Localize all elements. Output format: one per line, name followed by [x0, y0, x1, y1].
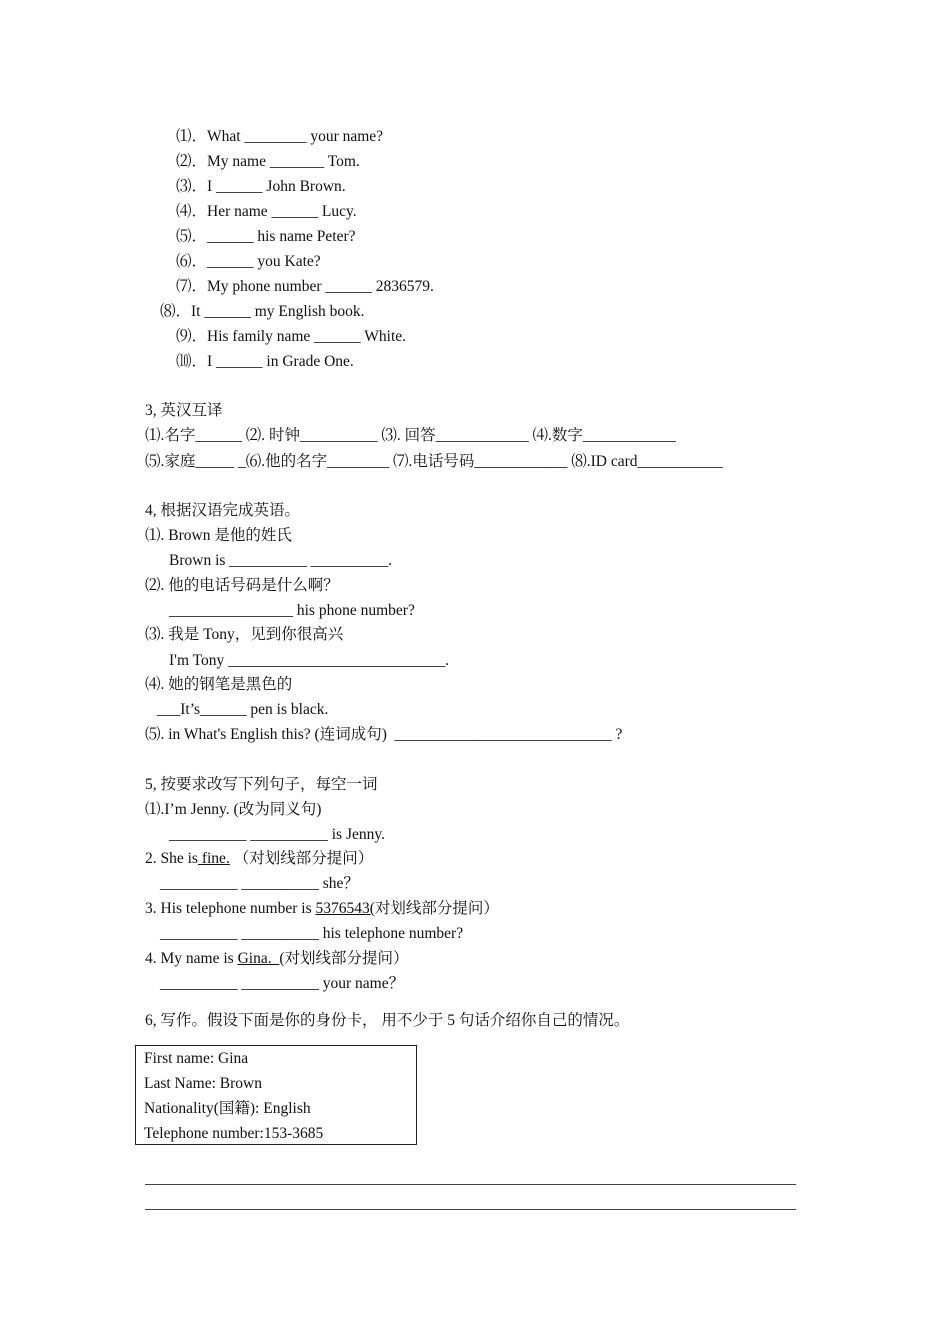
- writing-line-1: ____________________________________________________________________________________: [145, 1170, 796, 1187]
- translate-line-1: ⑴.名字______ ⑵. 时钟__________ ⑶. 回答____________ ⑷.数字____________: [145, 427, 676, 444]
- id-card: [135, 1045, 417, 1145]
- section6-title: 6, 写作。假设下面是你的身份卡， 用不少于 5 句话介绍你自己的情况。: [145, 1012, 630, 1029]
- section4-question-1: ⑴. Brown 是他的姓氏: [145, 527, 292, 544]
- fill-item-5: ⑸．______ his name Peter?: [176, 228, 356, 245]
- question-2-text: 2. She is: [145, 850, 198, 867]
- fill-item-6: ⑹．______ you Kate?: [176, 253, 321, 270]
- question-4-instruction: (对划线部分提问）: [279, 950, 409, 967]
- section4-title: 4, 根据汉语完成英语。: [145, 502, 301, 519]
- fill-item-3: ⑶．I ______ John Brown.: [176, 178, 346, 195]
- section5-question-3: [145, 896, 499, 921]
- fill-item-4: ⑷．Her name ______ Lucy.: [176, 203, 357, 220]
- id-card-telephone: Telephone number:153-3685: [144, 1125, 324, 1142]
- fill-item-10: ⑽．I ______ in Grade One.: [176, 353, 354, 370]
- section4-answer-1: Brown is __________ __________.: [169, 552, 393, 569]
- question-3-text: 3. His telephone number is: [145, 900, 316, 917]
- translate-line-2: ⑸.家庭_____ _⑹.他的名字________ ⑺.电话号码____________ ⑻.ID card___________: [145, 453, 723, 470]
- fill-item-2: ⑵．My name _______ Tom.: [176, 153, 360, 170]
- underlined-word: fine.: [197, 850, 230, 867]
- underlined-name: Gina.: [237, 950, 280, 967]
- section4-answer-3: I'm Tony ____________________________.: [169, 652, 449, 669]
- section4-question-3: ⑶. 我是 Tony，见到你很高兴: [145, 626, 344, 643]
- question-3-instruction: 对划线部分提问）: [374, 900, 499, 917]
- section3-title: 3, 英汉互译: [145, 402, 223, 419]
- section5-question-2: [145, 846, 373, 871]
- section4-question-4: ⑷. 她的钢笔是黑色的: [145, 676, 293, 693]
- section4-answer-2: ________________ his phone number?: [169, 602, 415, 619]
- id-card-last-name: Last Name: Brown: [144, 1075, 262, 1092]
- section5-answer-1: __________ __________ is Jenny.: [169, 826, 385, 843]
- section4-question-5: ⑸. in What's English this? (连词成句) ____________________________ ?: [145, 726, 623, 743]
- question-2-instruction: （对划线部分提问）: [229, 850, 374, 867]
- section5-answer-4: __________ __________ your name？: [160, 975, 405, 992]
- underlined-number: 5376543(: [315, 900, 375, 917]
- section5-question-1: ⑴.I’m Jenny. (改为同义句): [145, 801, 322, 818]
- section5-answer-3: __________ __________ his telephone number?: [160, 925, 464, 942]
- fill-item-1: ⑴．What ________ your name?: [176, 128, 384, 145]
- section5-question-4: [145, 946, 409, 971]
- section5-answer-2: __________ __________ she？: [160, 875, 359, 892]
- id-card-first-name: First name: Gina: [144, 1050, 249, 1067]
- section5-title: 5, 按要求改写下列句子，每空一词: [145, 776, 378, 793]
- section4-answer-4: ___It’s______ pen is black.: [157, 701, 329, 718]
- id-card-nationality: Nationality(国籍): English: [144, 1100, 311, 1117]
- writing-line-2: ____________________________________________________________________________________: [145, 1195, 796, 1212]
- fill-item-9: ⑼．His family name ______ White.: [176, 328, 407, 345]
- fill-item-8: ⑻．It ______ my English book.: [160, 303, 365, 320]
- section4-question-2: ⑵. 他的电话号码是什么啊？: [145, 577, 339, 594]
- fill-item-7: ⑺．My phone number ______ 2836579.: [176, 278, 434, 295]
- question-4-text: 4. My name is: [145, 950, 238, 967]
